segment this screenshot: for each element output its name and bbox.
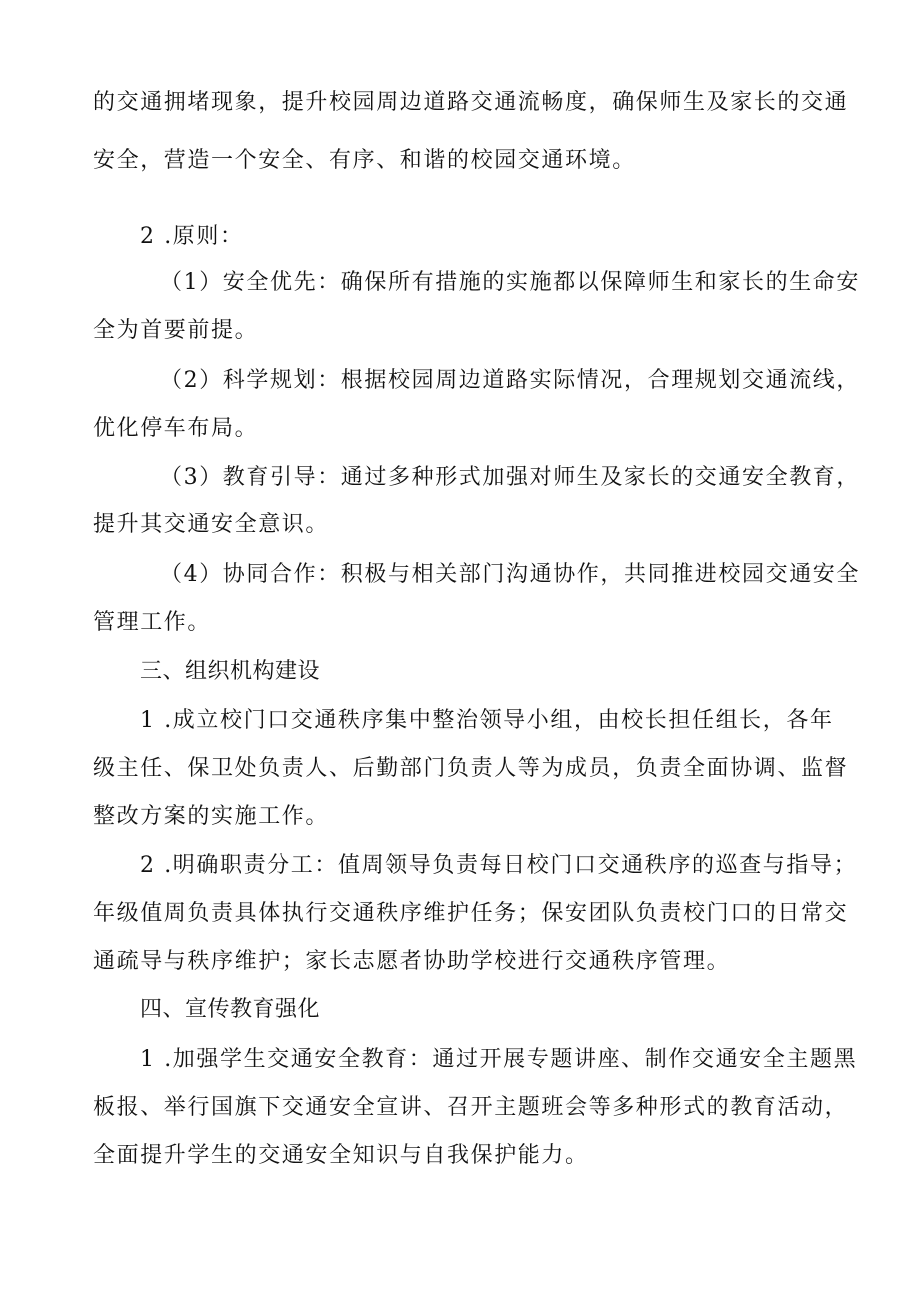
principle-4-line: 管理工作。	[93, 610, 212, 635]
principle-3-line: （3）教育引导：通过多种形式加强对师生及家长的交通安全教育，	[160, 465, 860, 490]
paragraph-line: 安全，营造一个安全、有序、和谐的校园交通环境。	[93, 148, 636, 173]
principle-1-line: （1）安全优先：确保所有措施的实施都以保障师生和家长的生命安	[160, 270, 860, 295]
section-label-principles: 2 .原则：	[140, 224, 244, 249]
paragraph-line: 的交通拥堵现象，提升校园周边道路交通流畅度，确保师生及家长的交通	[93, 90, 849, 115]
paragraph-line: 通疏导与秩序维护；家长志愿者协助学校进行交通秩序管理。	[93, 949, 731, 974]
paragraph-line: 全面提升学生的交通安全知识与自我保护能力。	[93, 1143, 589, 1168]
principle-3-line: 提升其交通安全意识。	[93, 512, 330, 537]
principle-1-line: 全为首要前提。	[93, 318, 259, 343]
paragraph-line: 级主任、保卫处负责人、后勤部门负责人等为成员，负责全面协调、监督	[93, 756, 849, 781]
principle-2-line: （2）科学规划：根据校园周边道路实际情况，合理规划交通流线，	[160, 368, 860, 393]
principle-4-line: （4）协同合作：积极与相关部门沟通协作，共同推进校园交通安全	[160, 562, 860, 587]
principle-2-line: 优化停车布局。	[93, 416, 259, 441]
paragraph-line: 2 .明确职责分工：值周领导负责每日校门口交通秩序的巡查与指导；	[140, 853, 858, 878]
paragraph-line: 1 .加强学生交通安全教育：通过开展专题讲座、制作交通安全主题黑	[140, 1047, 858, 1072]
paragraph-line: 1 .成立校门口交通秩序集中整治领导小组，由校长担任组长，各年	[140, 708, 834, 733]
paragraph-line: 板报、举行国旗下交通安全宣讲、召开主题班会等多种形式的教育活动，	[93, 1095, 849, 1120]
section-heading-publicity: 四、宣传教育强化	[140, 997, 321, 1022]
paragraph-line: 年级值周负责具体执行交通秩序维护任务；保安团队负责校门口的日常交	[93, 901, 849, 926]
paragraph-line: 整改方案的实施工作。	[93, 804, 330, 829]
section-heading-organization: 三、组织机构建设	[140, 659, 321, 684]
